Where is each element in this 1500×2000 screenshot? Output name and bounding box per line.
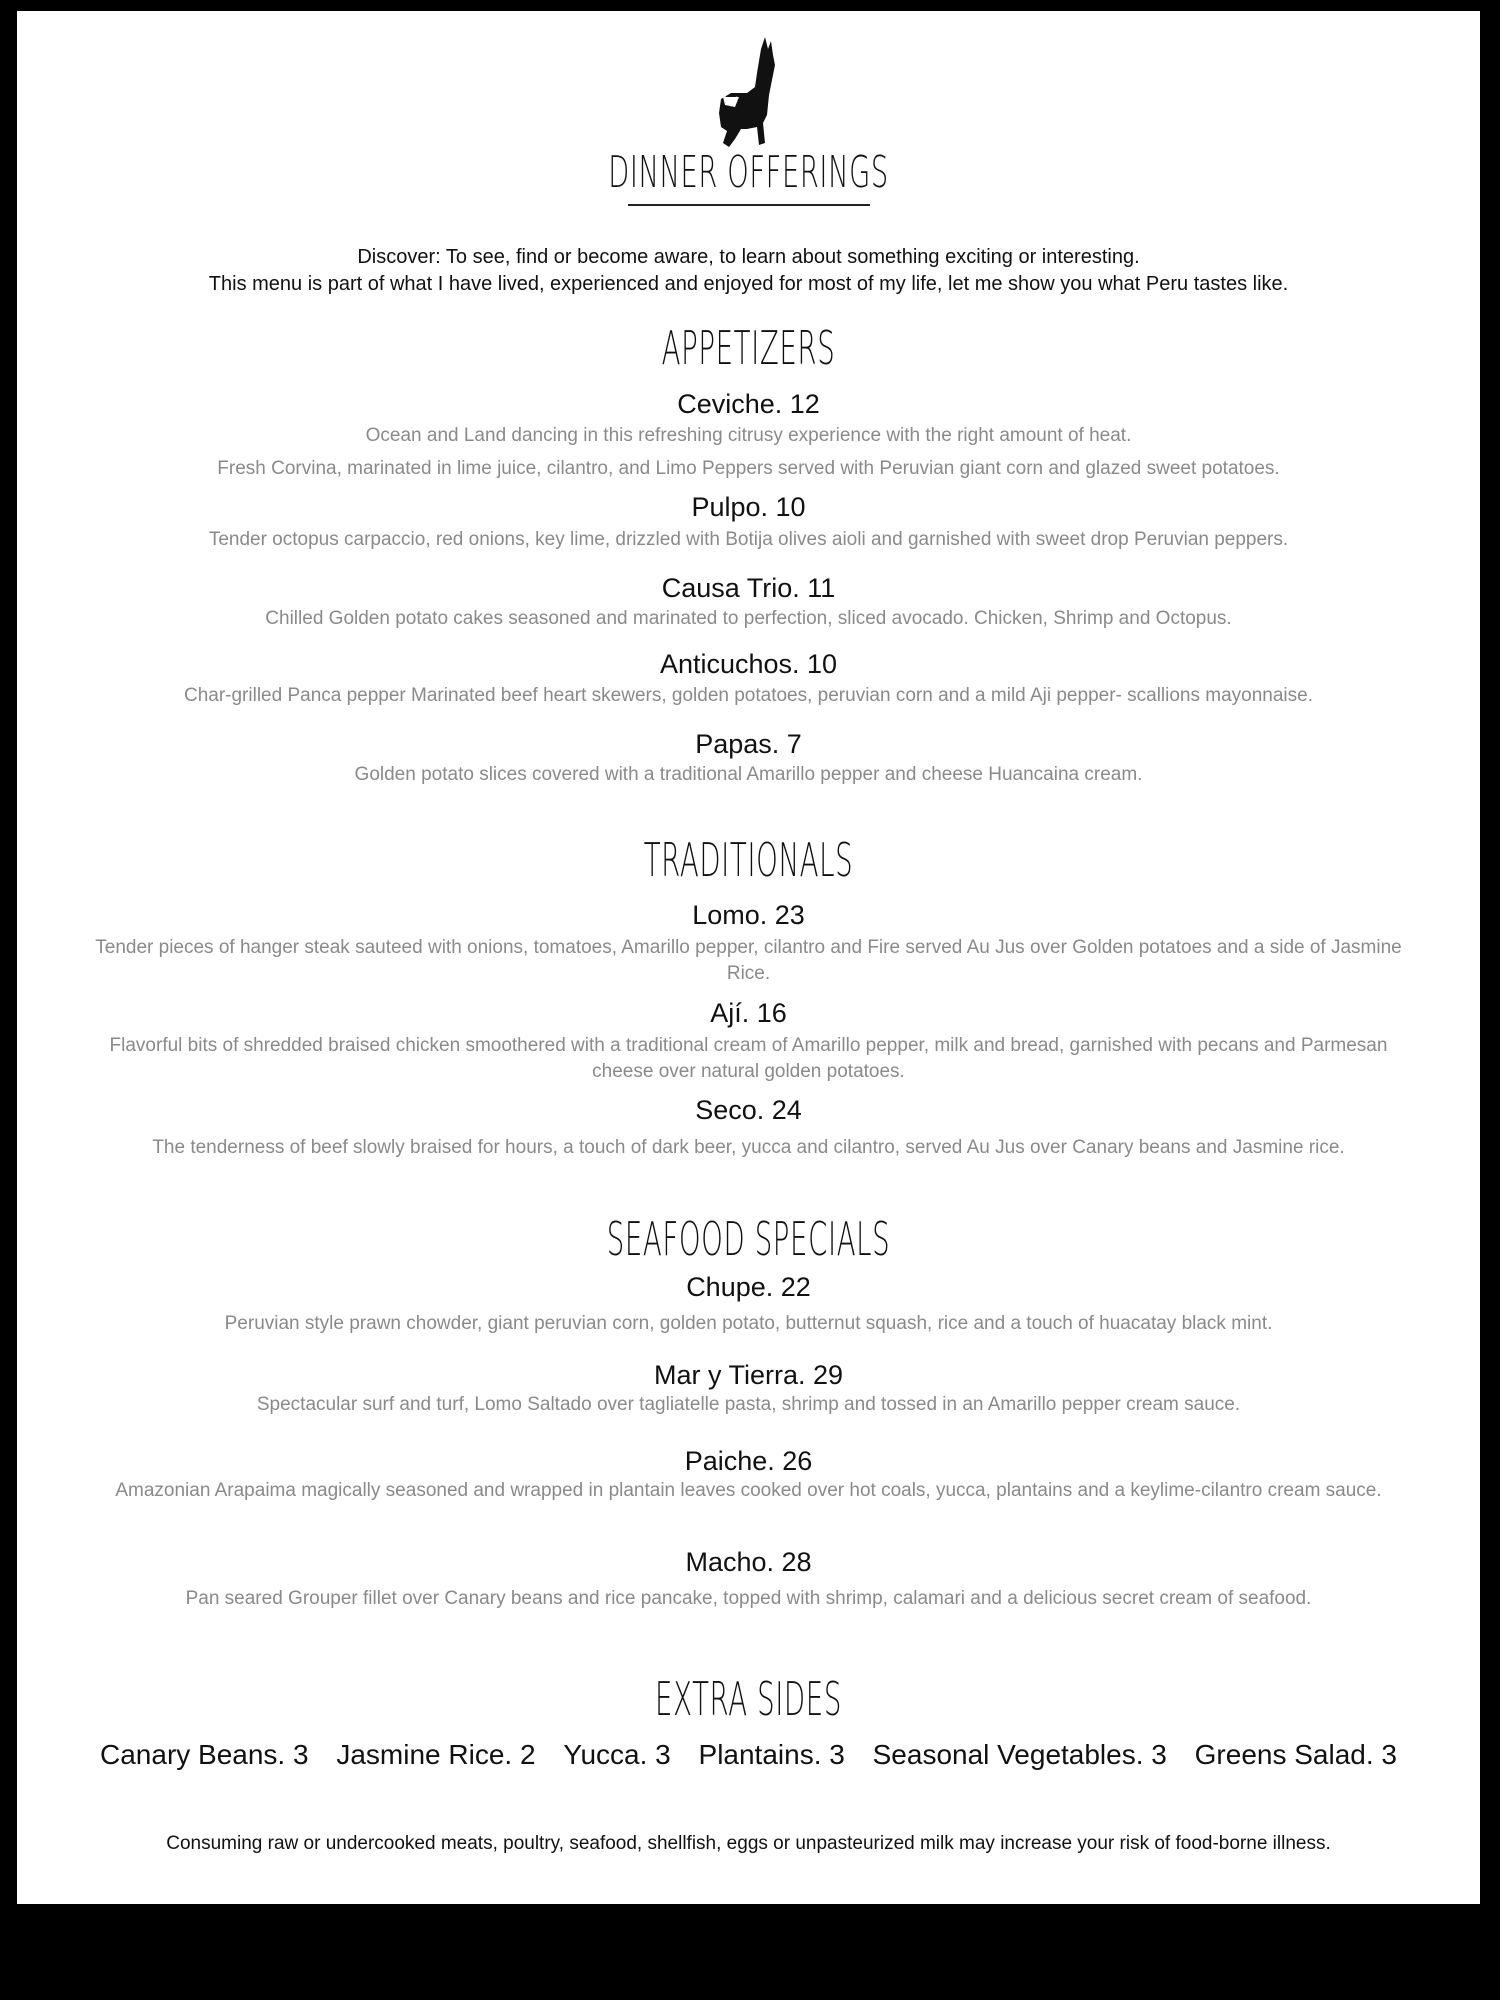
menu-item-description: Fresh Corvina, marinated in lime juice, cilantro, and Limo Peppers served with Peruvian giant corn and glazed sweet potatoes. bbox=[217, 458, 1280, 479]
menu-item-name: Lomo. 23 bbox=[692, 900, 805, 930]
section-title-extra-sides: EXTRA SIDES bbox=[655, 1672, 842, 1726]
menu-item-name: Seco. 24 bbox=[695, 1095, 802, 1125]
section-title-traditionals: TRADITIONALS bbox=[643, 833, 854, 887]
intro-line-1: Discover: To see, find or become aware, to learn about something exciting or interesting. bbox=[357, 246, 1140, 268]
section-title-appetizers: APPETIZERS bbox=[661, 321, 836, 375]
food-safety-disclaimer: Consuming raw or undercooked meats, poultry, seafood, shellfish, eggs or unpasteurized milk may increase your risk of food-borne illness. bbox=[166, 1833, 1331, 1854]
menu-item-description: Tender octopus carpaccio, red onions, key lime, drizzled with Botija olives aioli and garnished with sweet drop Peruvian peppers. bbox=[208, 529, 1289, 550]
menu-title: DINNER OFFERINGS bbox=[608, 147, 889, 198]
menu-item-name: Ceviche. 12 bbox=[677, 389, 820, 419]
menu-item-description: Golden potato slices covered with a traditional Amarillo pepper and cheese Huancaina cream. bbox=[354, 764, 1143, 785]
menu-item-description: Flavorful bits of shredded braised chicken smoothered with a traditional cream of Amarillo pepper, milk and bread, garnished with pecans and Parmesan cheese over natural golden potatoes. bbox=[109, 1035, 1388, 1082]
side-item: Greens Salad. 3 bbox=[1194, 1739, 1397, 1770]
menu-page bbox=[17, 11, 1480, 1904]
menu-item-description: Spectacular surf and turf, Lomo Saltado over tagliatelle pasta, shrimp and tossed in an Amarillo pepper cream sauce. bbox=[256, 1394, 1241, 1415]
menu-item-name: Causa Trio. 11 bbox=[661, 573, 836, 603]
menu-item-name: Mar y Tierra. 29 bbox=[653, 1360, 844, 1390]
menu-item-name: Pulpo. 10 bbox=[691, 492, 806, 522]
menu-item-description: Amazonian Arapaima magically seasoned and wrapped in plantain leaves cooked over hot coals, yucca, plantains and a keylime-cilantro cream sauce. bbox=[115, 1480, 1382, 1501]
menu-item-description: Char-grilled Panca pepper Marinated beef heart skewers, golden potatoes, peruvian corn and a mild Aji pepper- scallions mayonnaise. bbox=[183, 685, 1314, 706]
section-title-seafood: SEAFOOD SPECIALS bbox=[606, 1212, 891, 1266]
side-item: Seasonal Vegetables. 3 bbox=[872, 1739, 1167, 1770]
side-item: Canary Beans. 3 bbox=[100, 1739, 309, 1770]
menu-item-description: Pan seared Grouper fillet over Canary beans and rice pancake, topped with shrimp, calamari and a delicious secret cream of seafood. bbox=[185, 1588, 1312, 1609]
side-item: Plantains. 3 bbox=[698, 1739, 845, 1770]
menu-item-description: Peruvian style prawn chowder, giant peruvian corn, golden potato, butternut squash, rice and a touch of huacatay black mint. bbox=[224, 1313, 1273, 1334]
menu-item-name: Ají. 16 bbox=[710, 998, 787, 1028]
menu-item-description: Tender pieces of hanger steak sauteed with onions, tomatoes, Amarillo pepper, cilantro and Fire served Au Jus over Golden potatoes and a side of Jasmine Rice. bbox=[95, 937, 1402, 984]
side-item: Jasmine Rice. 2 bbox=[336, 1739, 536, 1770]
side-item: Yucca. 3 bbox=[563, 1739, 671, 1770]
intro-line-2: This menu is part of what I have lived, experienced and enjoyed for most of my life, let me show you what Peru tastes like. bbox=[208, 273, 1289, 295]
menu-item-name: Macho. 28 bbox=[685, 1547, 812, 1577]
title-underline bbox=[628, 204, 870, 206]
menu-item-name: Anticuchos. 10 bbox=[659, 649, 838, 679]
menu-item-description: Chilled Golden potato cakes seasoned and marinated to perfection, sliced avocado. Chicken, Shrimp and Octopus. bbox=[265, 608, 1232, 629]
llama-icon bbox=[713, 35, 783, 151]
menu-item-name: Chupe. 22 bbox=[686, 1272, 811, 1302]
menu-item-name: Papas. 7 bbox=[695, 729, 802, 759]
extra-sides-list bbox=[17, 1741, 1480, 1769]
menu-item-name: Paiche. 26 bbox=[684, 1446, 813, 1476]
menu-item-description: The tenderness of beef slowly braised for hours, a touch of dark beer, yucca and cilantro, served Au Jus over Canary beans and Jasmine rice. bbox=[152, 1137, 1345, 1158]
menu-item-description: Ocean and Land dancing in this refreshing citrusy experience with the right amount of heat. bbox=[365, 425, 1132, 446]
